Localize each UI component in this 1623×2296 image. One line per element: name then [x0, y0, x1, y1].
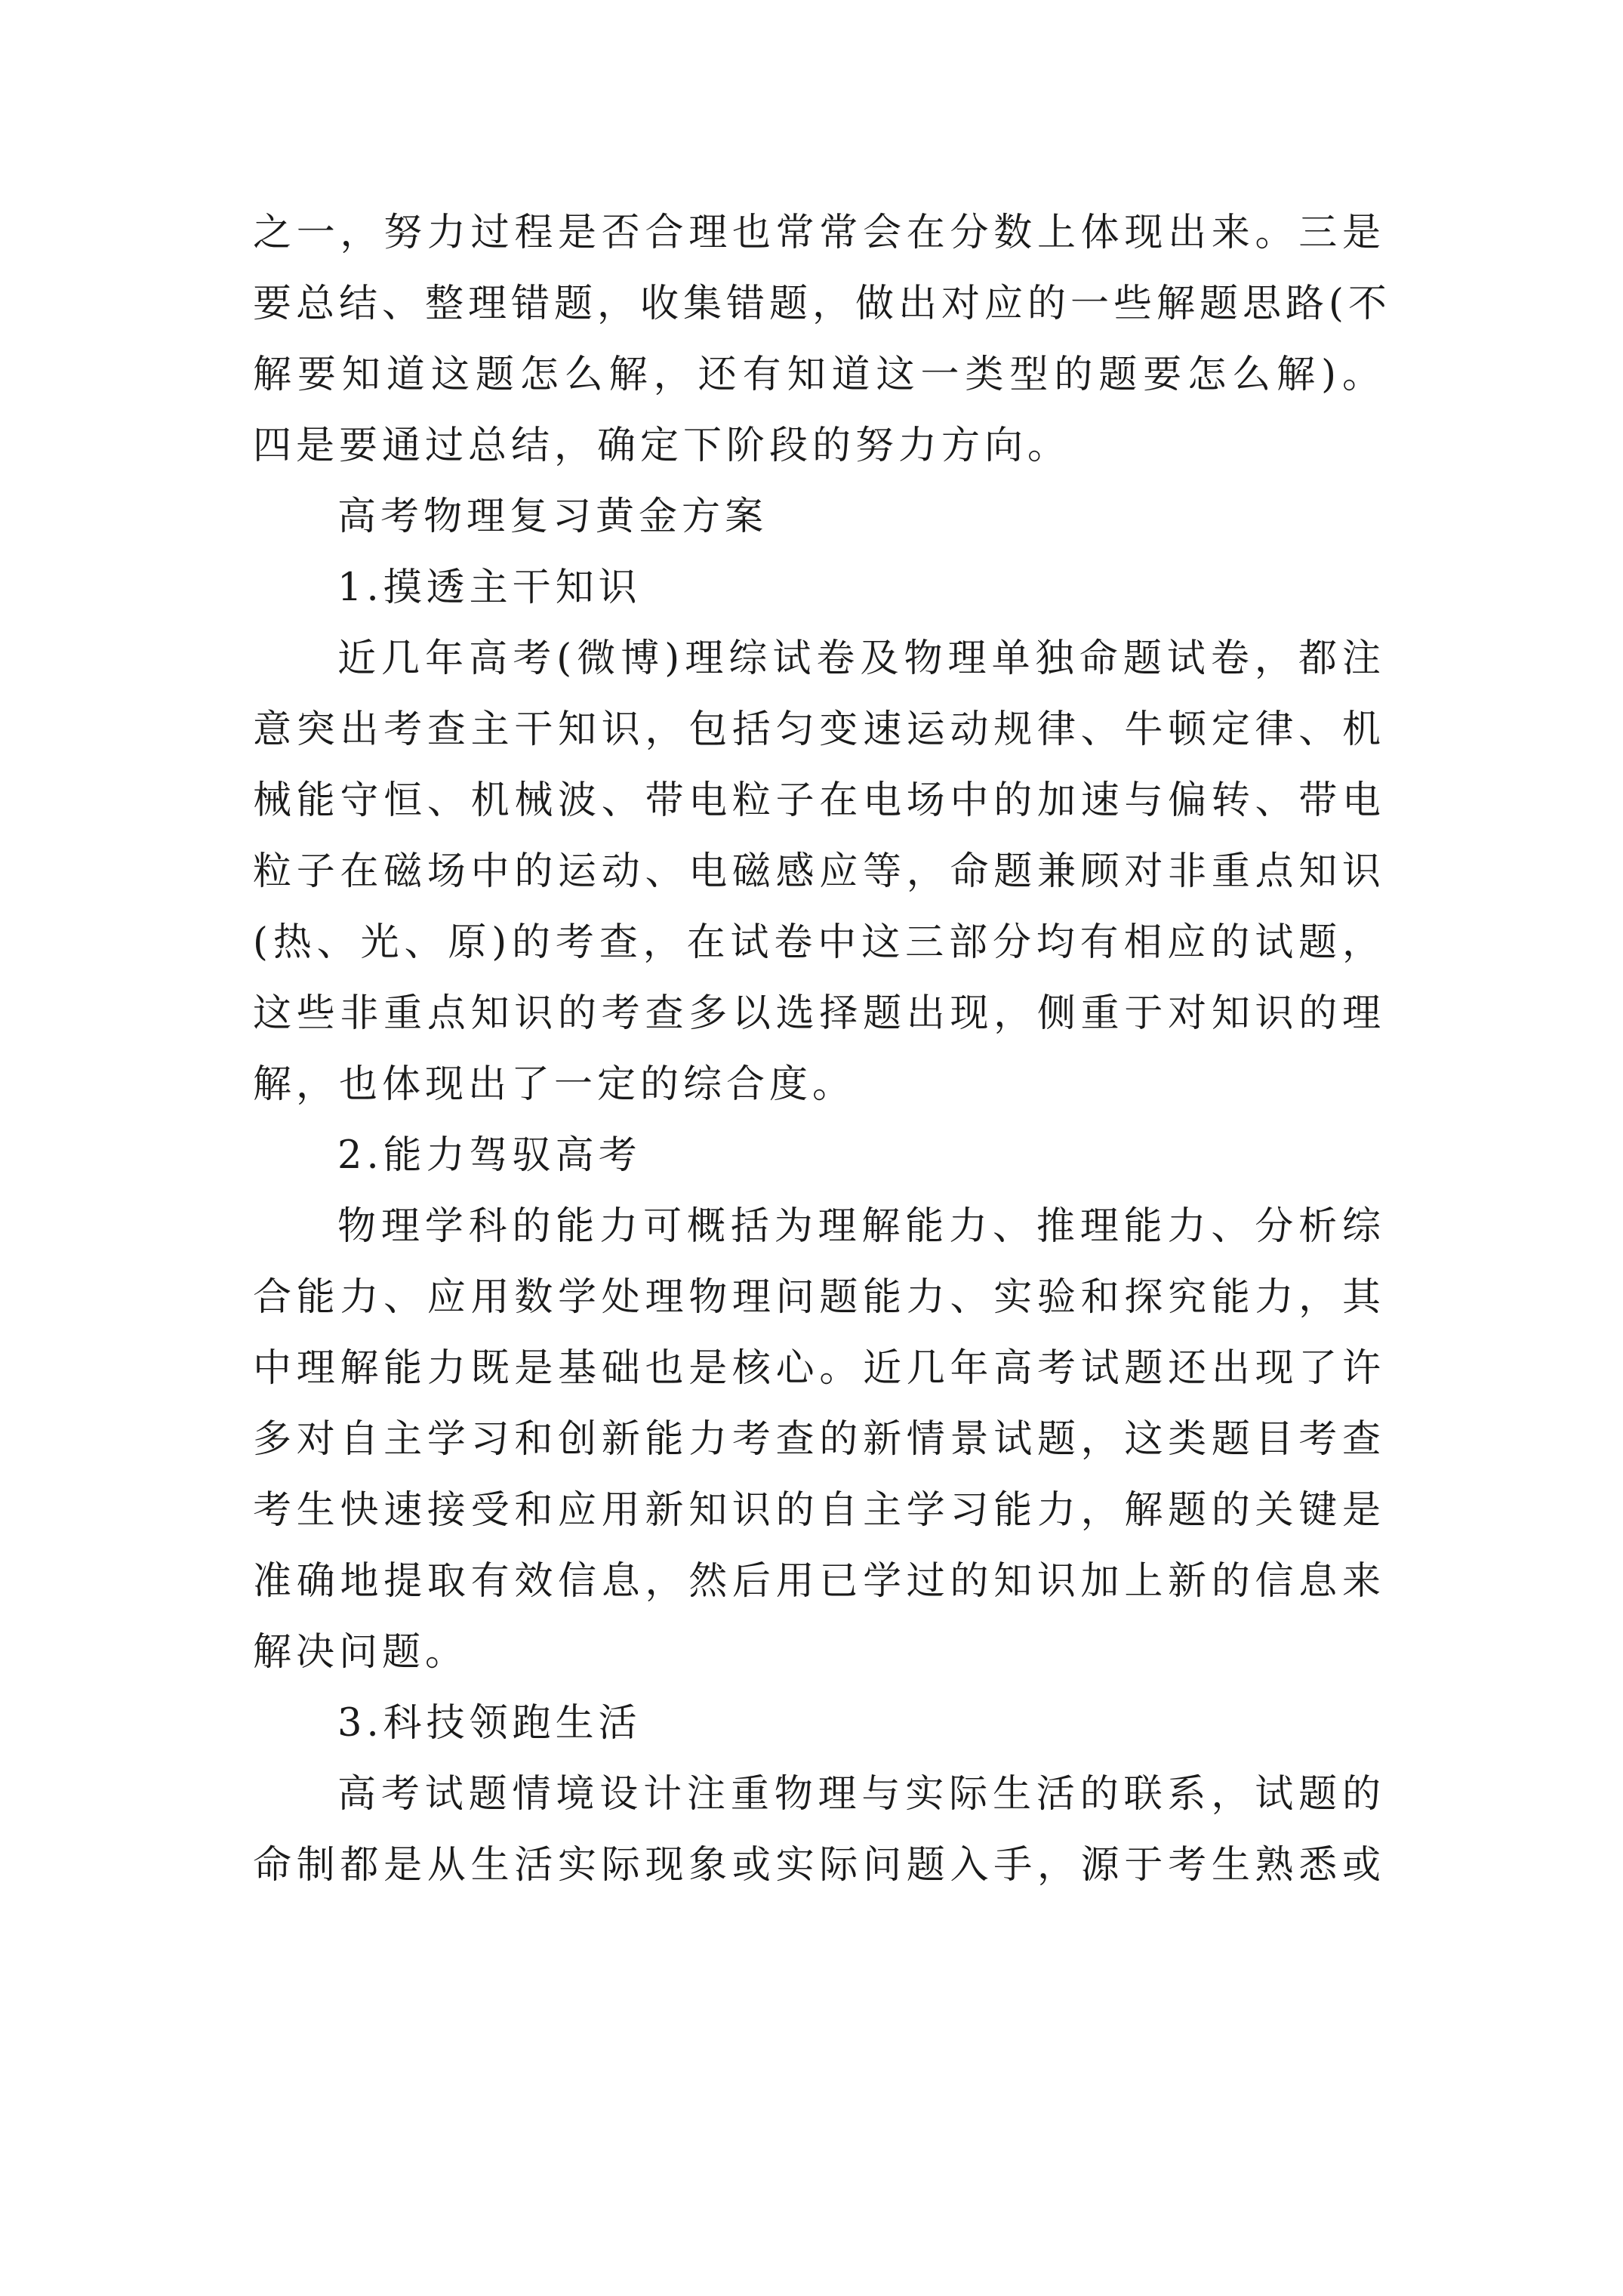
- text-line: 高考试题情境设计注重物理与实际生活的联系，试题的: [337, 1772, 1385, 1817]
- text-line: 意突出考查主干知识，包括匀变速运动规律、牛顿定律、机: [253, 707, 1385, 752]
- subsection-heading: 2.能力驾驭高考: [337, 1133, 642, 1178]
- text-line: 四是要通过总结，确定下阶段的努力方向。: [253, 424, 1071, 468]
- text-line: 考生快速接受和应用新知识的自主学习能力，解题的关键是: [253, 1488, 1385, 1533]
- subsection-heading: 3.科技领跑生活: [337, 1701, 642, 1746]
- text-line: 命制都是从生活实际现象或实际问题入手，源于考生熟悉或: [253, 1843, 1385, 1888]
- text-line: 合能力、应用数学处理物理问题能力、实验和探究能力，其: [253, 1275, 1385, 1320]
- text-line: 物理学科的能力可概括为理解能力、推理能力、分析综: [337, 1204, 1385, 1249]
- text-line: 之一，努力过程是否合理也常常会在分数上体现出来。三是: [253, 211, 1385, 255]
- text-line: 要总结、整理错题，收集错题，做出对应的一些解题思路(不: [253, 282, 1391, 326]
- subsection-heading: 1.摸透主干知识: [337, 566, 642, 610]
- text-line: (热、光、原)的考查，在试卷中这三部分均有相应的试题，: [253, 920, 1385, 965]
- text-line: 多对自主学习和创新能力考查的新情景试题，这类题目考查: [253, 1417, 1385, 1462]
- text-line: 粒子在磁场中的运动、电磁感应等，命题兼顾对非重点知识: [253, 849, 1385, 894]
- text-line: 解决问题。: [253, 1630, 469, 1675]
- text-line: 械能守恒、机械波、带电粒子在电场中的加速与偏转、带电: [253, 778, 1385, 823]
- text-line: 准确地提取有效信息，然后用已学过的知识加上新的信息来: [253, 1559, 1385, 1604]
- section-heading: 高考物理复习黄金方案: [337, 495, 768, 539]
- text-line: 中理解能力既是基础也是核心。近几年高考试题还出现了许: [253, 1346, 1385, 1391]
- text-line: 这些非重点知识的考查多以选择题出现，侧重于对知识的理: [253, 991, 1385, 1036]
- text-line: 解要知道这题怎么解，还有知道这一类型的题要怎么解)。: [253, 353, 1385, 397]
- text-line: 近几年高考(微博)理综试卷及物理单独命题试卷，都注: [337, 636, 1385, 681]
- body-text: [253, 198, 1391, 1901]
- text-line: 解，也体现出了一定的综合度。: [253, 1062, 856, 1107]
